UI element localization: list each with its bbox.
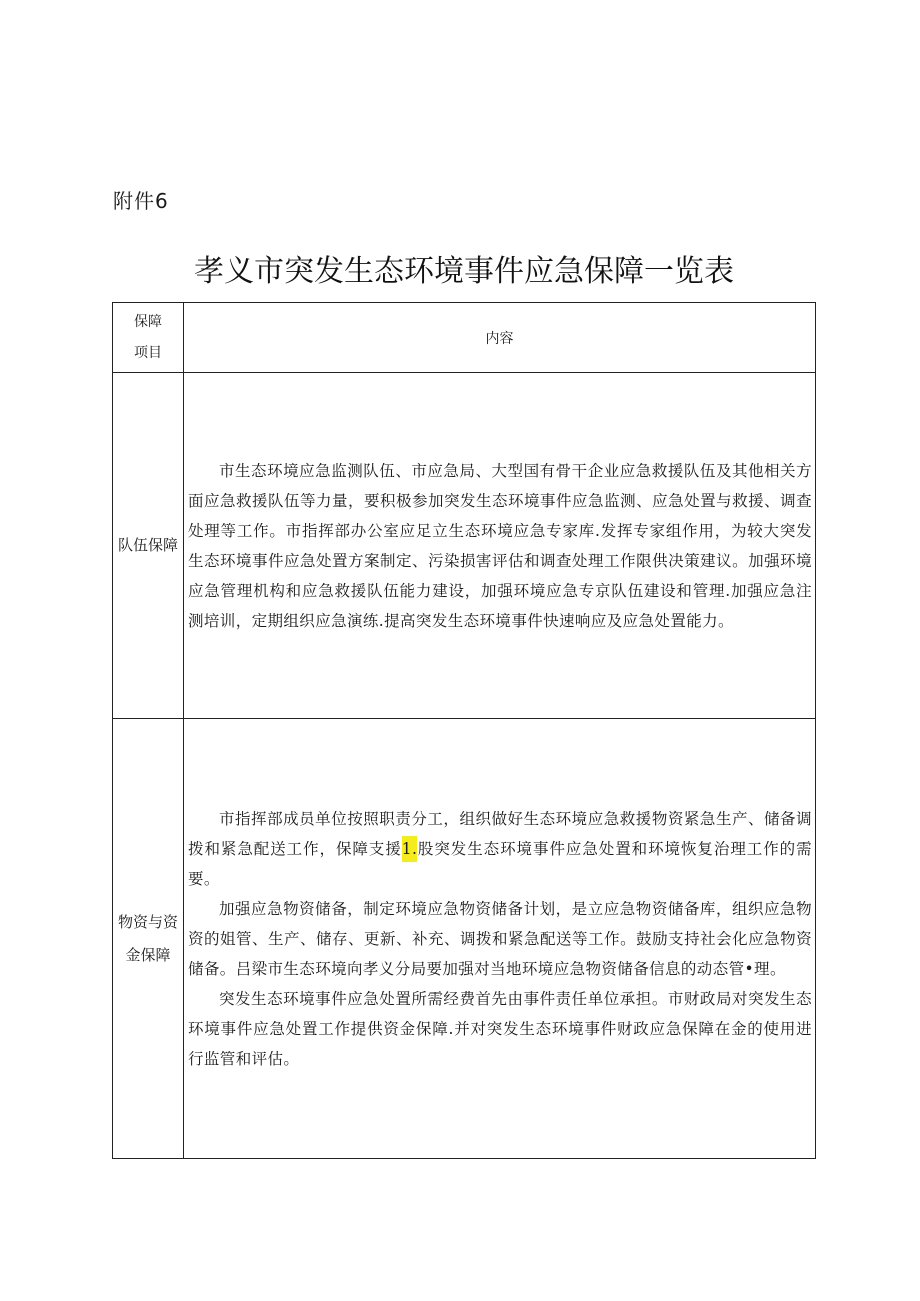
- content-paragraph: 市生态环境应急监测队伍、市应急局、大型国有骨干企业应急救援队伍及其他相关方面应急救援队伍等力量，要积极参加突发生态环境事件应急监测、应急处置与救援、调查处理等工作。市指挥部办公室应足立生态环境应急专家库.发挥专家组作用，为较大突发生态环境事件应急处置方案制定、污染损害评估和调查处理工作限供决策建议。加强环境应急管理机构和应急救援队伍能力建设，加强环境应急专京队伍建设和管理.加强应急注测培训，定期组织应急演练.提高突发生态环境事件快速响应及应急处置能力。: [188, 461, 812, 630]
- highlighted-text: 1.: [402, 836, 418, 862]
- row-label-team: [113, 373, 184, 719]
- row-label-materials-funds: [113, 719, 184, 1159]
- header-cell-item: [113, 303, 184, 373]
- header-item-line2: 项目: [134, 344, 162, 361]
- header-cell-content: 内容: [184, 303, 816, 373]
- document-title: 孝义市突发生态环境事件应急保障一览表: [194, 254, 734, 289]
- table-header-row: [113, 303, 816, 373]
- row-content-team: [184, 373, 816, 719]
- table-row: [113, 373, 816, 719]
- table-row: [113, 719, 816, 1159]
- paragraph-text: 股突发生态环境事件应急处置和环境恢复治理工作的需要。: [188, 839, 812, 888]
- header-item-line1: 保障: [134, 313, 162, 330]
- content-paragraph: 突发生态环境事件应急处置所需经费首先由事件责任单位承担。市财政局对突发生态环境事件应急处置工作提供资金保障.并对突发生态环境事件财政应急保障在金的使用进行监管和评估。: [188, 989, 812, 1068]
- row-label-line2: 金保障: [125, 945, 171, 964]
- attachment-label: 附件6: [113, 189, 169, 213]
- guarantee-table: [112, 302, 816, 1159]
- row-label-line1: 物资与资: [117, 912, 178, 931]
- row-label-text: 队伍保障: [117, 536, 178, 554]
- content-paragraph: [188, 804, 812, 894]
- paragraph-text: 市指挥部成员单位按照职责分工，组织做好生态环境应急救援物资紧急生产、储备调拨和紧急配送工作，保障支援: [188, 809, 812, 858]
- row-content-materials-funds: [184, 719, 816, 1159]
- content-paragraph: 加强应急物资储备，制定环境应急物资储备计划，是立应急物资储备库，组织应急物资的姐管、生产、储存、更新、补充、调拨和紧急配送等工作。鼓励支持社会化应急物资储备。吕梁市生态环境向孝义分局要加强对当地环境应急物资储备信息的动态管•理。: [188, 899, 812, 978]
